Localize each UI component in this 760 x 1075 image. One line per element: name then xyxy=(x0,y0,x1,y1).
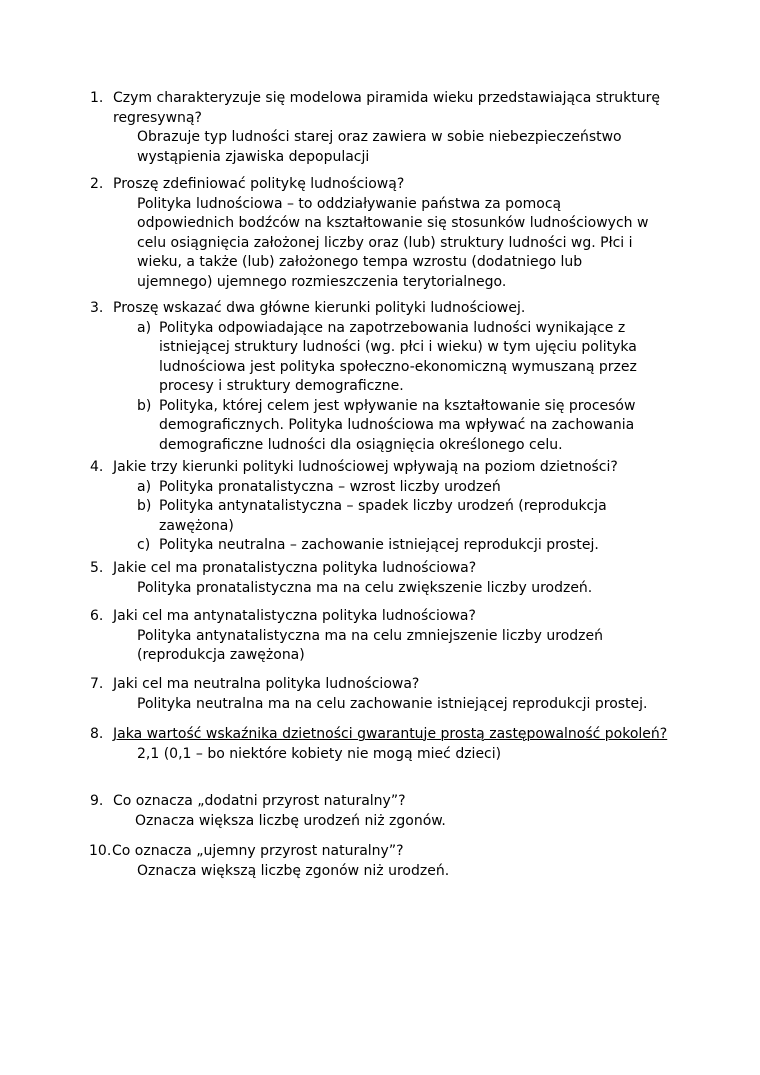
answer-text: 2,1 (0,1 – bo niektóre kobiety nie mogą mieć dzieci) xyxy=(137,745,502,762)
question-text: Proszę wskazać dwa główne kierunki polityki ludnościowej. xyxy=(113,300,526,316)
question xyxy=(0,299,760,319)
item-number: 9. xyxy=(90,793,104,809)
sub-text: Polityka neutralna – zachowanie istniejącej reprodukcji prostej. xyxy=(159,537,599,553)
item-number: 8. xyxy=(90,726,104,742)
question-text: Jaki cel ma neutralna polityka ludnościowa? xyxy=(113,676,420,692)
sub-letter: a) xyxy=(137,319,152,336)
answer-text: Polityka pronatalistyczna ma na celu zwiększenie liczby urodzeń. xyxy=(137,579,593,596)
question-text: Jaki cel ma antynatalistyczna polityka ludnościowa? xyxy=(113,608,476,624)
question xyxy=(0,175,760,195)
sub-text: Polityka, której celem jest wpływanie na kształtowanie się procesów demograficznych. Polityka ludnościowa ma wpływać na zachowania demograficzne ludności dla osiągnięcia określonego celu. xyxy=(159,397,636,453)
item-number: 1. xyxy=(90,90,104,106)
question-text: Proszę zdefiniować politykę ludnościową? xyxy=(113,176,405,192)
qa-item-10 xyxy=(0,842,760,881)
sub-text: Polityka pronatalistyczna – wzrost liczby urodzeń xyxy=(159,478,501,495)
question xyxy=(0,725,760,745)
item-number: 6. xyxy=(90,608,104,624)
sub-item xyxy=(0,397,760,456)
item-number: 3. xyxy=(90,300,104,316)
question-text: Jakie trzy kierunki polityki ludnościowej wpływają na poziom dzietności? xyxy=(113,459,618,475)
question xyxy=(0,607,760,627)
answer-text: Polityka antynatalistyczna ma na celu zmniejszenie liczby urodzeń (reprodukcja zawężona) xyxy=(137,627,603,663)
sub-item xyxy=(0,478,760,498)
item-number: 5. xyxy=(90,560,104,576)
answer-text: Polityka neutralna ma na celu zachowanie istniejącej reprodukcji prostej. xyxy=(137,695,648,712)
sub-text: Polityka odpowiadające na zapotrzebowania ludności wynikające z istniejącej struktury ludności (wg. płci i wieku) w tym ujęciu polityka ludnościowa jest polityka społeczno-ekonomiczną wymuszaną przez procesy i struktury demograficzne. xyxy=(159,319,637,394)
sub-item xyxy=(0,319,760,397)
qa-item-8 xyxy=(0,725,760,764)
sub-letter: b) xyxy=(137,397,152,414)
qa-item-2 xyxy=(0,175,760,292)
question xyxy=(0,89,760,128)
sub-item xyxy=(0,497,760,536)
question xyxy=(0,675,760,695)
qa-item-1 xyxy=(0,89,760,167)
sub-text: Polityka antynatalistyczna – spadek liczby urodzeń (reprodukcja zawężona) xyxy=(159,498,607,534)
qa-item-3 xyxy=(0,299,760,455)
item-number: 2. xyxy=(90,176,104,192)
sub-item xyxy=(0,536,760,556)
qa-item-6 xyxy=(0,607,760,666)
sub-letter: b) xyxy=(137,498,152,514)
sub-list xyxy=(0,319,760,456)
qa-item-5 xyxy=(0,559,760,598)
item-number: 10. xyxy=(89,843,112,859)
answer-text: Oznacza większą liczbę zgonów niż urodzeń. xyxy=(137,862,450,879)
question-text: Czym charakteryzuje się modelowa piramida wieku przedstawiająca strukturę regresywną? xyxy=(113,90,661,126)
sub-list xyxy=(0,478,760,556)
sub-letter: c) xyxy=(137,537,151,553)
question-text: Jakie cel ma pronatalistyczna polityka ludnościowa? xyxy=(113,560,477,576)
sub-letter: a) xyxy=(137,478,152,495)
qa-item-9 xyxy=(0,792,760,831)
question-text: Co oznacza „dodatni przyrost naturalny”? xyxy=(113,793,406,809)
answer-text: Obrazuje typ ludności starej oraz zawiera w sobie niebezpieczeństwo wystąpienia zjawiska depopulacji xyxy=(137,129,622,165)
question-text: Co oznacza „ujemny przyrost naturalny”? xyxy=(112,843,404,859)
item-number: 7. xyxy=(90,676,104,692)
question xyxy=(0,842,760,862)
question-text: Jaka wartość wskaźnika dzietności gwarantuje prostą zastępowalność pokoleń? xyxy=(113,726,668,742)
qa-item-4 xyxy=(0,458,760,556)
question xyxy=(0,792,760,812)
qa-item-7 xyxy=(0,675,760,714)
item-number: 4. xyxy=(90,459,104,475)
answer-text: Polityka ludnościowa – to oddziaływanie państwa za pomocą odpowiednich bodźców na kształtowanie się stosunków ludnościowych w celu osiągnięcia założonej liczby oraz (lub) struktury ludności wg. Płci i wieku, a także (lub) założonego tempa wzrostu (dodatniego lub ujemnego) ujemnego rozmieszczenia terytorialnego. xyxy=(137,195,649,290)
answer-text: Oznacza większa liczbę urodzeń niż zgonów. xyxy=(135,812,446,829)
question xyxy=(0,559,760,579)
question xyxy=(0,458,760,478)
